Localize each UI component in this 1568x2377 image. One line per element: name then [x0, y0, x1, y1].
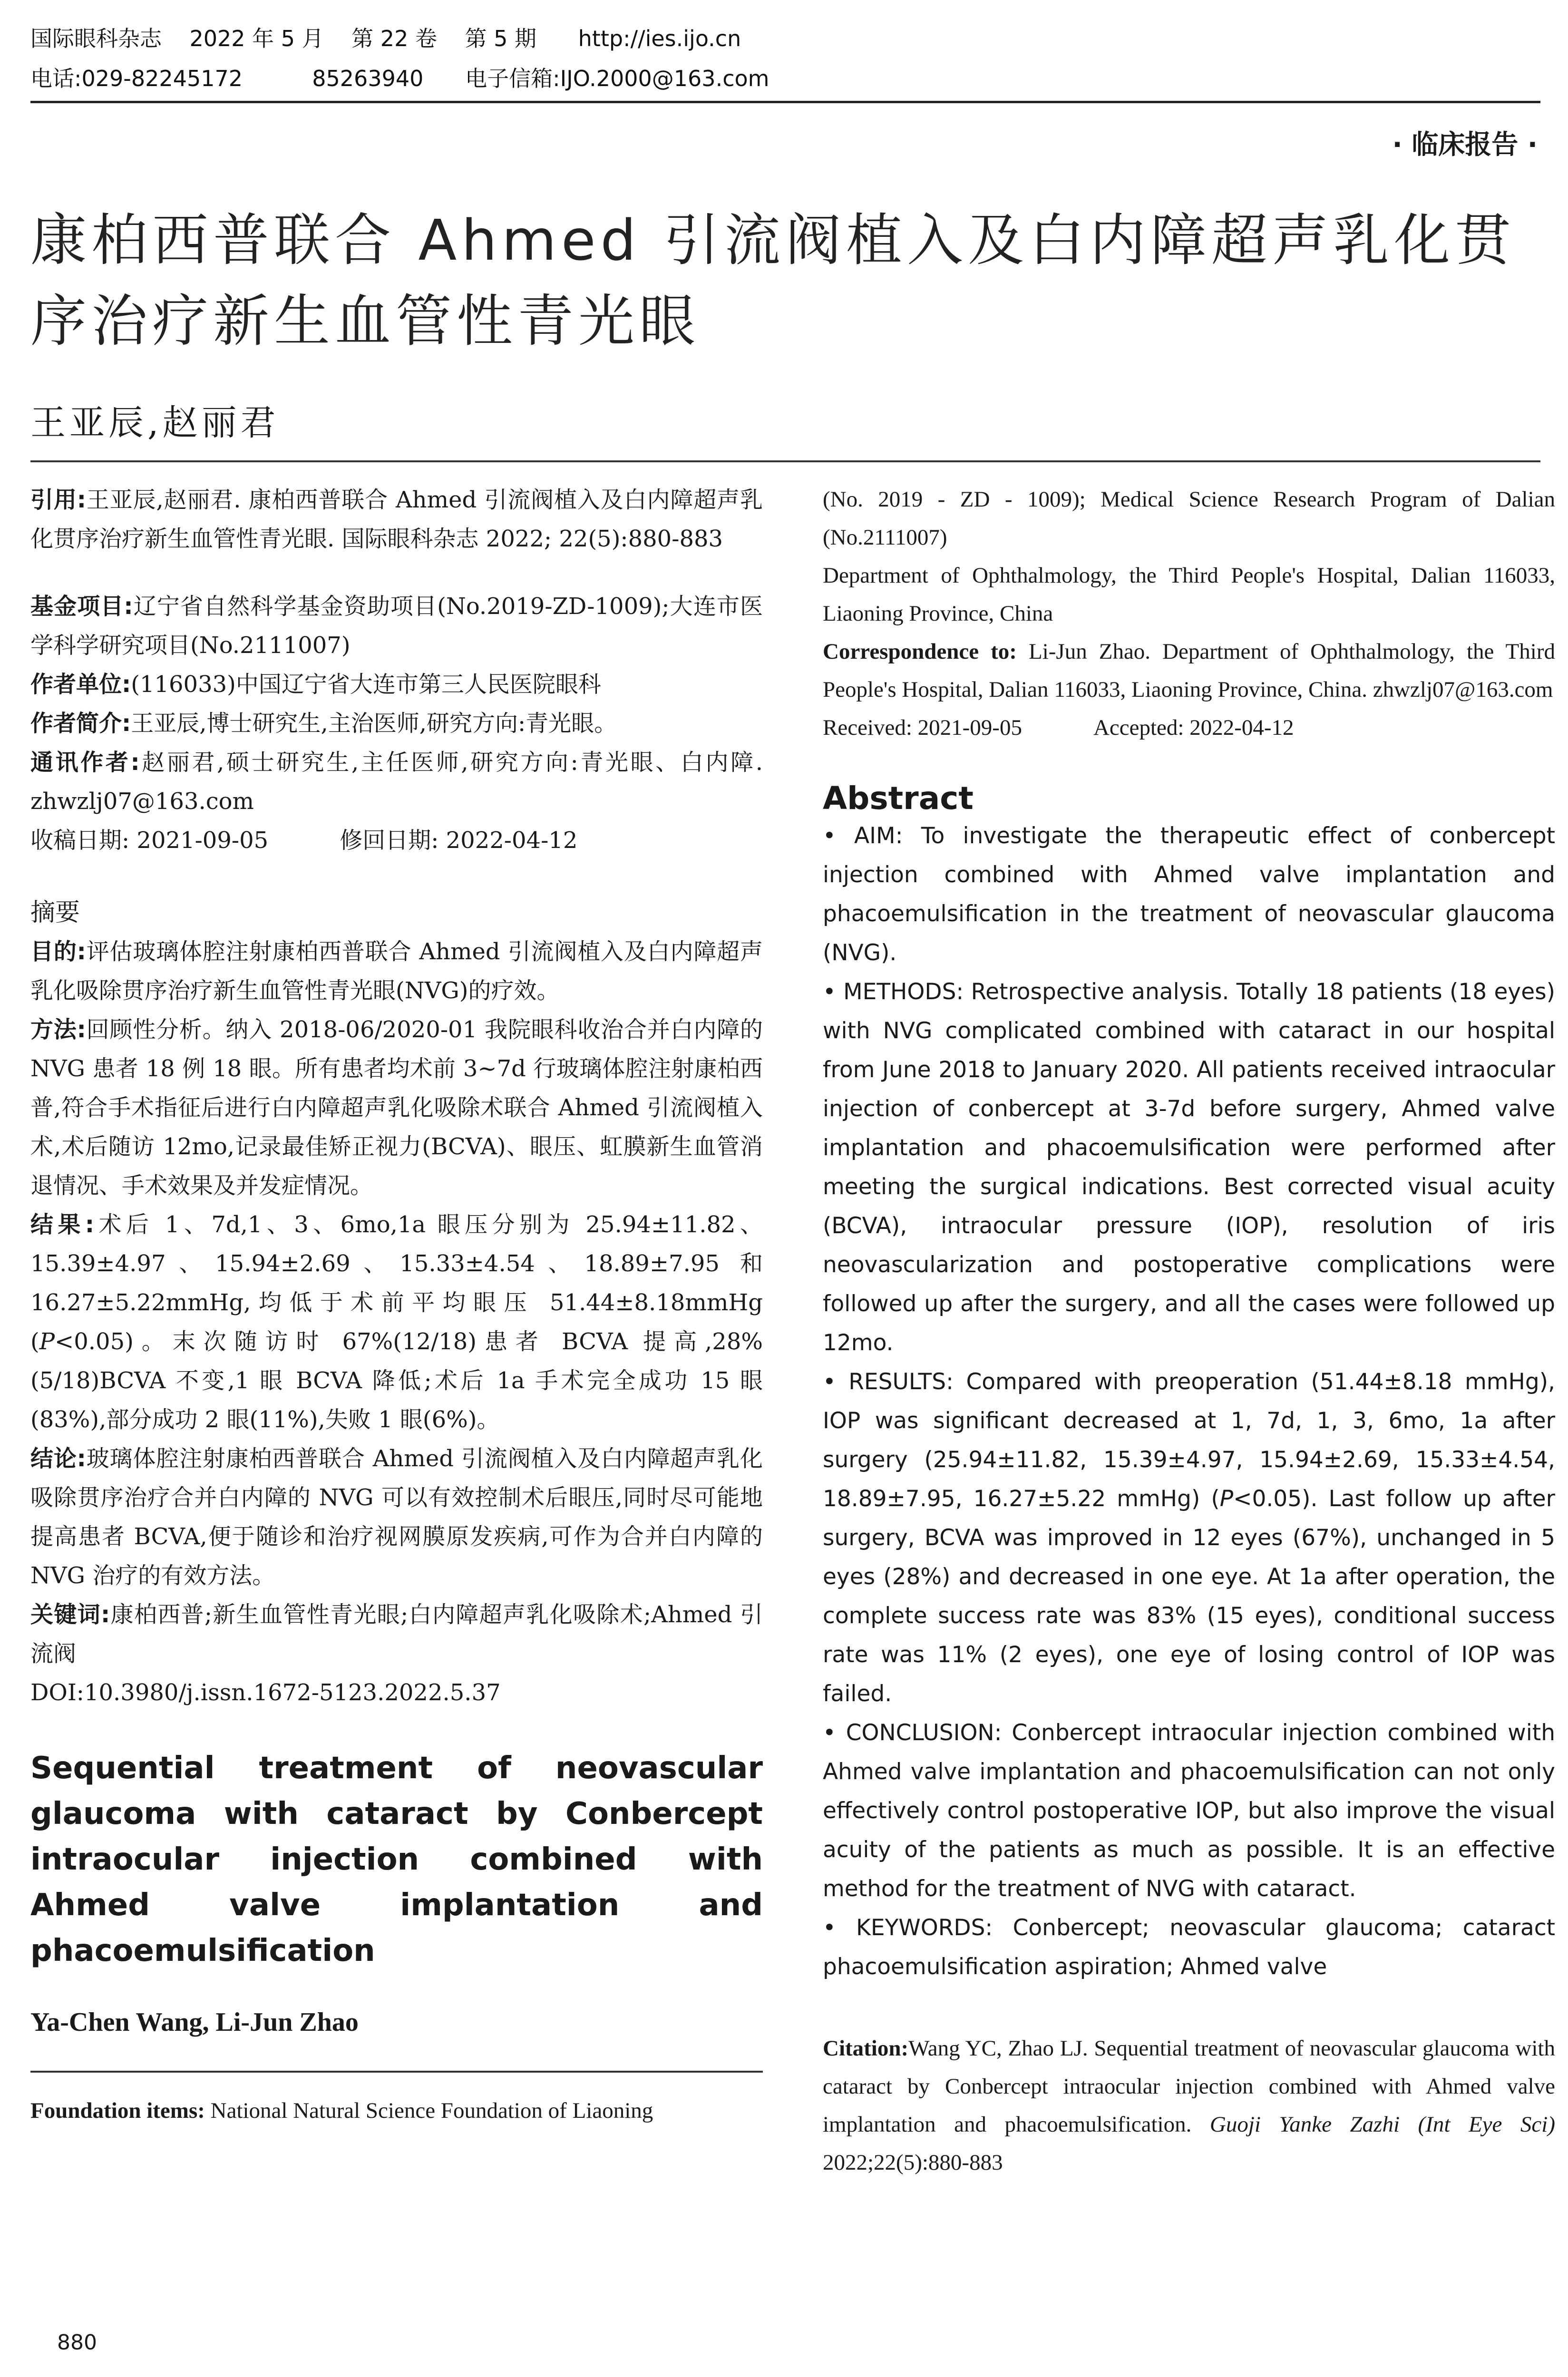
unit-cn-label: 作者单位: — [30, 671, 131, 698]
title-line-1: 康柏西普联合 Ahmed 引流阀植入及白内障超声乳化贯 — [30, 207, 1516, 273]
keywords-cn-text: 康柏西普;新生血管性青光眼;白内障超声乳化吸除术;Ahmed 引流阀 — [30, 1601, 763, 1667]
result-cn — [30, 1205, 763, 1439]
result-cn-text-a: 术后 1、7d,1、3、6mo,1a 眼压分别为 25.94±11.82、15.39±4.97、15.94±2.69、15.33±4.54、18.89±7.95 和 16.27±5.22mmHg,均低于术前平均眼压 51.44±8.18mmHg ( — [30, 1211, 763, 1355]
corr-cn — [30, 743, 763, 821]
correspondence-en — [823, 633, 1555, 709]
article-title-en: Sequential treatment of neovascular glaucoma with cataract by Conbercept intraocular injection combined with Ahmed valve implantation and phacoemulsification — [30, 1751, 763, 1968]
corr-cn-label: 通讯作者: — [30, 749, 140, 776]
dates-en — [823, 709, 1555, 747]
method-cn — [30, 1010, 763, 1205]
citation-cn-label: 引用: — [30, 487, 86, 513]
citation-en-label: Citation: — [823, 2036, 909, 2061]
doi: DOI:10.3980/j.issn.1672-5123.2022.5.37 — [30, 1679, 501, 1706]
authors-cn: 王亚辰,赵丽君 — [30, 402, 280, 443]
foundation-en — [30, 2092, 763, 2130]
column-tag: · 临床报告 · — [1392, 129, 1538, 160]
abstract-en — [823, 817, 1555, 1987]
correspondence-en-text: Li-Jun Zhao. Department of Ophthalmology, the Third People's Hospital, Dalian 116033, Liaoning Province, China. zhwzlj07@163.com — [823, 639, 1555, 702]
abstract-methods: • METHODS: Retrospective analysis. Totally 18 patients (18 eyes) with NVG complicated combined with cataract in our hospital from June 2018 to January 2020. All patients received intraocular injection of conbercept at 3-7d before surgery, Ahmed valve implantation and phacoemulsification were performed after meeting the surgical indications. Best corrected visual acuity (BCVA), intraocular pressure (IOP), resolution of iris neovascularization and postoperative complications were followed up after the surgery, and all the cases were followed up 12mo. — [823, 979, 1555, 1356]
result-cn-text-b: <0.05)。末次随访时 67%(12/18)患者 BCVA 提高,28%(5/18)BCVA 不变,1 眼 BCVA 降低;术后 1a 手术完全成功 15 眼(83%),部分成功 2 眼(11%),失败 1 眼(6%)。 — [30, 1328, 763, 1433]
aim-cn-label: 目的: — [30, 938, 86, 965]
left-column — [30, 480, 763, 2130]
abstract-results — [823, 1363, 1555, 1714]
foundation-en-cont: (No. 2019 - ZD - 1009); Medical Science Research Program of Dalian (No.2111007) — [823, 487, 1555, 550]
abstract-aim: • AIM: To investigate the therapeutic effect of conbercept injection combined with Ahmed valve implantation and phacoemulsification in the treatment of neovascular glaucoma (NVG). — [823, 823, 1555, 966]
bio-cn — [30, 704, 763, 743]
foundation-en-label: Foundation items: — [30, 2098, 205, 2123]
citation-en — [823, 2029, 1555, 2182]
citation-cn — [30, 480, 763, 558]
title-line-2: 序治疗新生血管性青光眼 — [30, 288, 701, 354]
fund-cn-label: 基金项目: — [30, 593, 133, 620]
citation-cn-text: 王亚辰,赵丽君. 康柏西普联合 Ahmed 引流阀植入及白内障超声乳化贯序治疗新生血管性青光眼. 国际眼科杂志 2022; 22(5):880-883 — [30, 487, 763, 552]
concl-cn-label: 结论: — [30, 1445, 86, 1472]
result-cn-p: P — [39, 1328, 55, 1355]
abstract-results-b: <0.05). Last follow up after surgery, BCVA was improved in 12 eyes (67%), unchanged in 5 eyes (28%) and decreased in one eye. At 1a after operation, the complete success rate was 83% (15 eyes), conditional success rate was 11% (2 eyes), one eye of losing control of IOP was failed. — [823, 1486, 1555, 1707]
revised-cn: 修回日期: 2022-04-12 — [340, 827, 578, 854]
received-cn: 收稿日期: 2021-09-05 — [30, 827, 269, 854]
unit-cn — [30, 665, 763, 704]
header-rule — [30, 101, 1540, 103]
citation-en-text-b: 2022;22(5):880-883 — [823, 2150, 1003, 2175]
title-rule — [30, 460, 1540, 462]
correspondence-en-label: Correspondence to: — [823, 639, 1017, 664]
journal-header-line2: 电话:029-82245172 85263940 电子信箱:IJO.2000@163.com — [30, 66, 769, 91]
page-number: 880 — [57, 2330, 97, 2355]
foundation-en-text: National Natural Science Foundation of Liaoning — [205, 2098, 653, 2123]
aim-cn — [30, 932, 763, 1010]
fund-cn-text: 辽宁省自然科学基金资助项目(No.2019-ZD-1009);大连市医学科学研究项目(No.2111007) — [30, 593, 763, 659]
article-title-cn — [30, 200, 1552, 361]
method-cn-text: 回顾性分析。纳入 2018-06/2020-01 我院眼科收治合并白内障的 NVG 患者 18 例 18 眼。所有患者均术前 3~7d 行玻璃体腔注射康柏西普,符合手术指征后进行白内障超声乳化吸除术联合 Ahmed 引流阀植入术,术后随访 12mo,记录最佳矫正视力(BCVA)、眼压、虹膜新生血管消退情况、手术效果及并发症情况。 — [30, 1016, 763, 1199]
corr-cn-text: 赵丽君,硕士研究生,主任医师,研究方向:青光眼、白内障. zhwzlj07@163.com — [30, 749, 763, 815]
abstract-heading: Abstract — [823, 780, 974, 817]
bio-cn-text: 王亚辰,博士研究生,主治医师,研究方向:青光眼。 — [131, 710, 617, 737]
abstract-results-p: P — [1219, 1486, 1234, 1512]
citation-en-journal: Guoji Yanke Zazhi (Int Eye Sci) — [1209, 2112, 1555, 2137]
journal-header-line1: 国际眼科杂志 2022 年 5 月 第 22 卷 第 5 期 http://ies.ijo.cn — [30, 26, 741, 51]
received-en: Received: 2021-09-05 — [823, 715, 1022, 740]
dates-cn — [30, 821, 763, 860]
bio-cn-label: 作者简介: — [30, 710, 131, 737]
foundation-rule — [30, 2071, 763, 2073]
abstract-results-a: • RESULTS: Compared with preoperation (51.44±8.18 mmHg), IOP was significant decreased at 1, 7d, 1, 3, 6mo, 1a after surgery (25.94±11.82, 15.39±4.97, 15.94±2.69, 15.33±4.54, 18.89±7.95, 16.27±5.22 mmHg) ( — [823, 1369, 1555, 1512]
right-column — [823, 480, 1555, 2182]
aim-cn-text: 评估玻璃体腔注射康柏西普联合 Ahmed 引流阀植入及白内障超声乳化吸除贯序治疗新生血管性青光眼(NVG)的疗效。 — [30, 938, 763, 1004]
method-cn-label: 方法: — [30, 1016, 86, 1043]
authors-en: Ya-Chen Wang, Li-Jun Zhao — [30, 2007, 359, 2037]
citation-en-text-a: Wang YC, Zhao LJ. Sequential treatment of neovascular glaucoma with cataract by Conbercept intraocular injection combined with Ahmed valve implantation and phacoemulsification. — [823, 2036, 1555, 2137]
unit-cn-text: (116033)中国辽宁省大连市第三人民医院眼科 — [131, 671, 601, 698]
concl-cn-text: 玻璃体腔注射康柏西普联合 Ahmed 引流阀植入及白内障超声乳化吸除贯序治疗合并白内障的 NVG 可以有效控制术后眼压,同时尽可能地提高患者 BCVA,便于随诊和治疗视网膜原发疾病,可作为合并白内障的 NVG 治疗的有效方法。 — [30, 1445, 763, 1589]
abstract-keywords: • KEYWORDS: Conbercept; neovascular glaucoma; cataract phacoemulsification aspiration; Ahmed valve — [823, 1915, 1555, 1980]
concl-cn — [30, 1439, 763, 1595]
keywords-cn — [30, 1595, 763, 1673]
keywords-cn-label: 关键词: — [30, 1601, 110, 1628]
result-cn-label: 结果: — [30, 1211, 95, 1238]
zhaiyao-heading: 摘要 — [30, 898, 80, 927]
fund-cn — [30, 587, 763, 665]
department-en: Department of Ophthalmology, the Third People's Hospital, Dalian 116033, Liaoning Province, China — [823, 563, 1555, 626]
accepted-en: Accepted: 2022-04-12 — [1093, 715, 1294, 740]
abstract-conclusion: • CONCLUSION: Conbercept intraocular injection combined with Ahmed valve implantation and phacoemulsification can not only effectively control postoperative IOP, but also improve the visual acuity of the patients as much as possible. It is an effective method for the treatment of NVG with cataract. — [823, 1720, 1555, 1902]
